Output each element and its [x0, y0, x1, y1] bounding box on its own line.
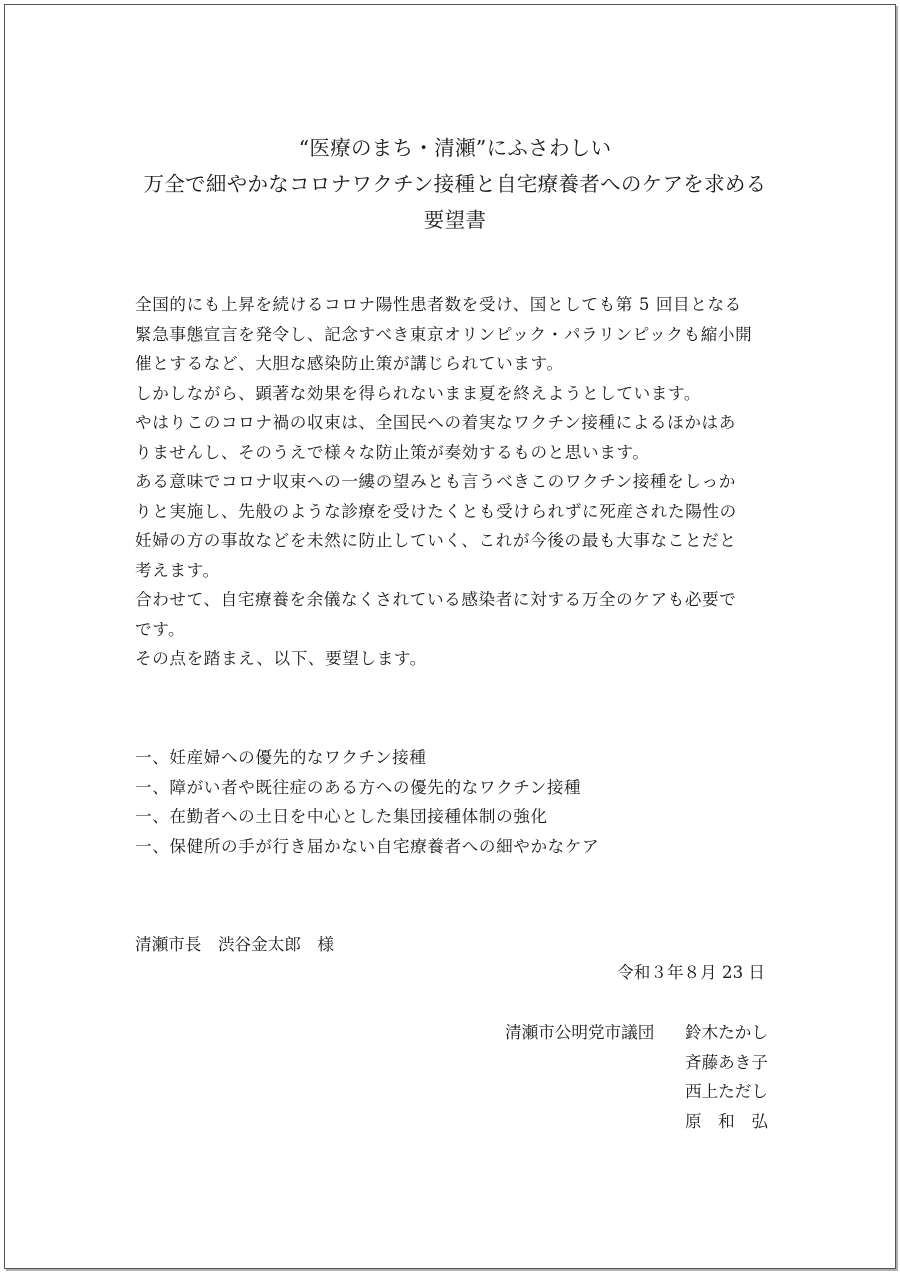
demand-item: 一、在勤者への土日を中心とした集団接種体制の強化 — [135, 807, 548, 826]
body-line: しかしながら、顕著な効果を得られないまま夏を終えようとしています。 — [135, 383, 702, 403]
demand-item: 一、保健所の手が行き届かない自宅療養者への細やかなケア — [135, 836, 600, 856]
demand-list — [135, 743, 785, 861]
title-line-3: 要望書 — [423, 208, 487, 232]
signature-spacer — [505, 1077, 685, 1107]
body-line: 合わせて、自宅療養を余儀なくされている感染者に対する万全のケアも必要で — [135, 590, 737, 609]
document-date: 令和３年８月 23 日 — [617, 963, 765, 982]
body-line: りと実施し、先般のような診療を受けたくとも受けられずに死産された陽性の — [135, 501, 737, 521]
body-line: やはりこのコロナ禍の収束は、全国民への着実なワクチン接種によるほかはあ — [135, 413, 736, 432]
body-line: ある意味でコロナ収束への一縷の望みとも言うべきこのワクチン接種をしっか — [135, 472, 736, 491]
signature-block — [505, 1018, 795, 1136]
title-line-2: 万全で細やかなコロナワクチン接種と自宅療養者へのケアを求める — [143, 172, 767, 196]
demand-item: 一、障がい者や既往症のある方への優先的なワクチン接種 — [135, 777, 582, 797]
signature-row — [505, 1048, 795, 1078]
body-line: その点を踏まえ、以下、要望します。 — [135, 649, 427, 668]
body-line: 考えます。 — [135, 560, 220, 580]
body-line: です。 — [135, 619, 186, 639]
body-line: 全国的にも上昇を続けるコロナ陽性患者数を受け、国としても第 5 回目となる — [135, 295, 742, 314]
signature-row — [505, 1077, 795, 1107]
signature-member: 原 和 弘 — [685, 1111, 768, 1131]
body-line: りませんし、そのうえで様々な防止策が奏効するものと思います。 — [135, 442, 650, 462]
signature-spacer — [505, 1048, 685, 1078]
signature-member: 西上ただし — [685, 1082, 768, 1101]
signature-member: 鈴木たかし — [685, 1023, 768, 1042]
body-line: 緊急事態宣言を発令し、記念すべき東京オリンピック・パラリンピックも縮小開 — [135, 324, 753, 344]
signature-spacer — [505, 1107, 685, 1137]
body-line: 催とするなど、大胆な感染防止策が講じられています。 — [135, 354, 564, 373]
title-line-1: “医療のまち・清瀬”にふさわしい — [298, 136, 612, 160]
signature-row — [505, 1107, 795, 1137]
signature-organization: 清瀬市公明党市議団 — [505, 1023, 655, 1042]
addressee: 清瀬市長 渋谷金太郎 様 — [135, 935, 335, 954]
body-line: 妊婦の方の事故などを未然に防止していく、これが今後の最も大事なことだと — [135, 531, 737, 550]
demand-item: 一、妊産婦への優先的なワクチン接種 — [135, 748, 427, 767]
document-page — [4, 4, 896, 1269]
document-title — [5, 130, 900, 238]
signature-member: 斉藤あき子 — [685, 1052, 768, 1072]
signature-row — [505, 1018, 795, 1048]
document-body — [135, 290, 785, 674]
